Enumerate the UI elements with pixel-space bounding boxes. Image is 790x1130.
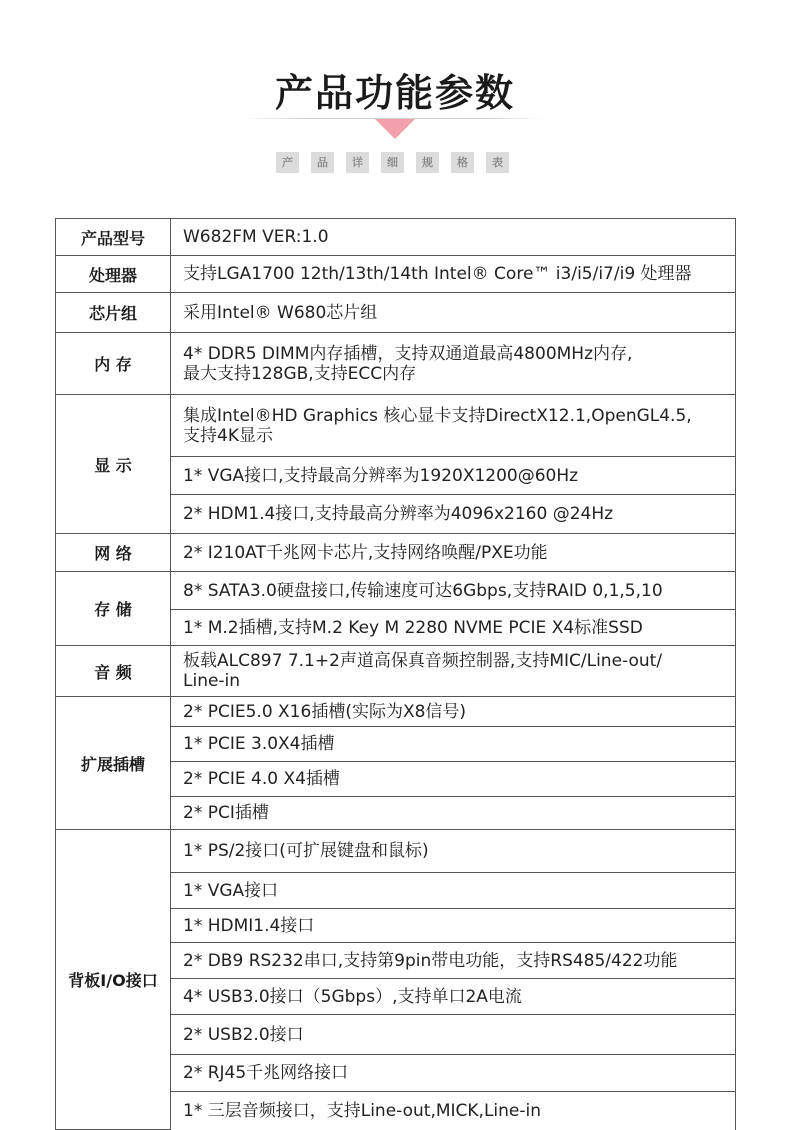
spec-value: 2* I210AT千兆网卡芯片,支持网络唤醒/PXE功能 — [171, 534, 736, 572]
spec-value: 板载ALC897 7.1+2声道高保真音频控制器,支持MIC/Line-out/ Line-in — [171, 646, 736, 697]
spec-value: 2* PCI插槽 — [171, 797, 736, 830]
spec-value: 2* PCIE 4.0 X4插槽 — [171, 762, 736, 797]
spec-value: 2* PCIE5.0 X16插槽(实际为X8信号) — [171, 697, 736, 727]
spec-value: 支持LGA1700 12th/13th/14th Intel® Core™ i3/i5/i7/i9 处理器 — [171, 256, 736, 293]
subtitle-char: 细 — [381, 152, 404, 173]
spec-row-rear-io — [56, 830, 736, 873]
spec-value: 1* HDMI1.4接口 — [171, 909, 736, 943]
spec-value: 1* M.2插槽,支持M.2 Key M 2280 NVME PCIE X4标准SSD — [171, 610, 736, 646]
spec-row-storage — [56, 572, 736, 610]
spec-value: 2* HDM1.4接口,支持最高分辨率为4096x2160 @24Hz — [171, 495, 736, 534]
spec-row-model — [56, 219, 736, 256]
title-arrow-icon — [375, 119, 415, 139]
spec-label-rear-io: 背板I/O接口 — [56, 830, 171, 1130]
subtitle-char: 规 — [416, 152, 439, 173]
spec-row-display — [56, 395, 736, 457]
spec-label-storage: 存 储 — [56, 572, 171, 646]
subtitle-char: 表 — [486, 152, 509, 173]
spec-row-memory — [56, 333, 736, 395]
spec-value: 2* RJ45千兆网络接口 — [171, 1055, 736, 1092]
spec-value: 1* 三层音频接口，支持Line-out,MICK,Line-in — [171, 1092, 736, 1130]
spec-row-network — [56, 534, 736, 572]
subtitle — [276, 152, 509, 173]
spec-row-audio — [56, 646, 736, 697]
spec-label-display: 显 示 — [56, 395, 171, 534]
spec-label-model: 产品型号 — [56, 219, 171, 256]
spec-label-chipset: 芯片组 — [56, 293, 171, 333]
spec-value: 2* USB2.0接口 — [171, 1015, 736, 1055]
spec-value: W682FM VER:1.0 — [171, 219, 736, 256]
subtitle-char: 品 — [311, 152, 334, 173]
spec-label-audio: 音 频 — [56, 646, 171, 697]
page-title: 产品功能参数 — [274, 71, 515, 115]
subtitle-char: 格 — [451, 152, 474, 173]
spec-value: 1* PS/2接口(可扩展键盘和鼠标) — [171, 830, 736, 873]
spec-value: 4* DDR5 DIMM内存插槽，支持双通道最高4800MHz内存, 最大支持128GB,支持ECC内存 — [171, 333, 736, 395]
spec-value: 采用Intel® W680芯片组 — [171, 293, 736, 333]
spec-value: 8* SATA3.0硬盘接口,传输速度可达6Gbps,支持RAID 0,1,5,10 — [171, 572, 736, 610]
subtitle-char: 产 — [276, 152, 299, 173]
spec-value: 1* PCIE 3.0X4插槽 — [171, 727, 736, 762]
spec-value: 1* VGA接口,支持最高分辨率为1920X1200@60Hz — [171, 457, 736, 495]
spec-value: 2* DB9 RS232串口,支持第9pin带电功能，支持RS485/422功能 — [171, 943, 736, 979]
spec-value: 1* VGA接口 — [171, 873, 736, 909]
spec-row-processor — [56, 256, 736, 293]
spec-row-expansion-slots — [56, 697, 736, 727]
spec-label-processor: 处理器 — [56, 256, 171, 293]
spec-value: 集成Intel®HD Graphics 核心显卡支持DirectX12.1,OpenGL4.5, 支持4K显示 — [171, 395, 736, 457]
spec-label-memory: 内 存 — [56, 333, 171, 395]
spec-table — [55, 218, 736, 1130]
spec-value: 4* USB3.0接口（5Gbps）,支持单口2A电流 — [171, 979, 736, 1015]
spec-label-expansion-slots: 扩展插槽 — [56, 697, 171, 830]
subtitle-char: 详 — [346, 152, 369, 173]
spec-label-network: 网 络 — [56, 534, 171, 572]
spec-row-chipset — [56, 293, 736, 333]
